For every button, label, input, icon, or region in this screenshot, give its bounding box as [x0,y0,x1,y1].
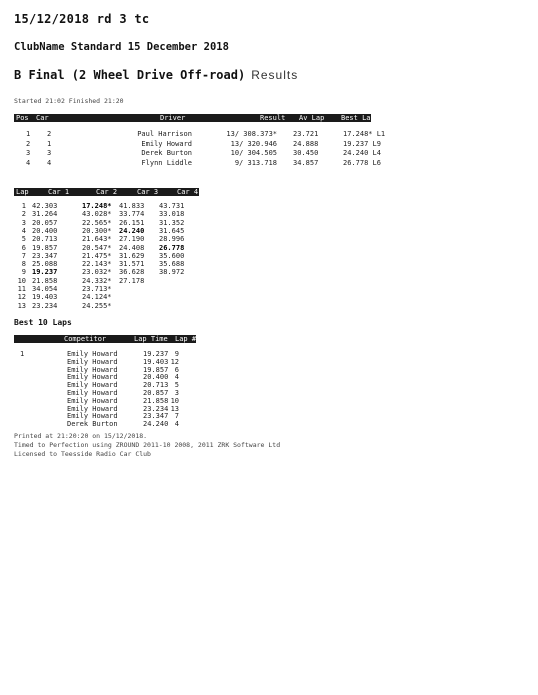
best-lap-number: 9 [174,350,179,358]
lap-time-car2: 21.643* [82,235,112,244]
best-col-lap-time: Lap Time [134,335,168,343]
results-driver: Emily Howard [141,139,192,148]
results-best-lap: 19.237 L9 [343,139,381,148]
lap-time-car3: 24.408 [119,243,145,252]
lap-time-car3: 36.628 [119,268,145,277]
results-car: 3 [47,149,52,157]
lap-time-car3: 33.774 [119,210,145,219]
best-lap-number: 13 [170,404,179,413]
best-lap-number: 4 [174,420,179,429]
lap-time-car4: 31.645 [159,226,185,235]
best-lap-time: 19.403 [143,357,169,366]
results-pos: 3 [26,149,31,157]
results-driver: Derek Burton [141,149,192,157]
best-lap-time: 20.713 [143,381,169,390]
final-title: B Final (2 Wheel Drive Off-road) [14,68,246,82]
lap-time-car4: 33.018 [159,210,185,219]
best-col-competitor: Competitor [64,335,107,343]
laps-col-car3: Car 3 [137,188,159,196]
lap-time-car1: 19.857 [32,243,58,252]
lap-time-car4: 31.352 [159,218,185,227]
lap-time-car2: 17.248* [82,202,112,210]
results-best-lap: 26.778 L6 [343,158,381,167]
best-lap-number: 7 [174,412,179,421]
best-lap-number: 5 [174,381,179,390]
lap-time-car1: 25.088 [32,260,58,269]
licensed-to: Licensed to Teesside Radio Car Club [14,450,151,458]
lap-time-car4: 38.972 [159,268,185,277]
best-lap-time: 19.237 [143,350,169,358]
results-car: 4 [47,158,52,167]
lap-time-car2: 43.028* [82,210,112,219]
results-result: 9/ 313.718 [234,158,277,167]
best-lap-competitor: Emily Howard [67,350,118,358]
lap-time-car3: 27.190 [119,235,145,244]
best-lap-competitor: Emily Howard [67,389,118,397]
results-word: Results [251,68,299,82]
lap-number: 13 [17,301,26,310]
best-lap-competitor: Emily Howard [67,396,118,405]
lap-time-car2: 20.300* [82,226,112,235]
lap-number: 8 [21,260,26,269]
lap-time-car3: 31.629 [119,251,145,260]
best-lap-time: 23.347 [143,412,169,421]
lap-time-car4: 35.600 [159,251,185,260]
best-lap-time: 23.234 [143,404,169,413]
lap-time-car4: 43.731 [159,202,185,210]
results-car: 1 [47,139,52,148]
best-lap-number: 3 [174,389,179,397]
results-result: 13/ 320.946 [230,139,277,148]
best-lap-competitor: Emily Howard [67,404,118,413]
best-laps-rank: 1 [20,350,25,358]
results-col-pos: Pos [16,114,29,122]
results-pos: 1 [26,130,31,138]
lap-time-car1: 21.858 [32,276,58,285]
lap-time-car3: 24.240 [119,226,145,235]
best-lap-time: 20.400 [143,373,169,382]
lap-number: 6 [21,243,26,252]
best-lap-competitor: Emily Howard [67,373,118,382]
best-lap-time: 19.857 [143,365,169,374]
best-lap-number: 12 [170,357,179,366]
lap-time-car2: 23.032* [82,268,112,277]
lap-number: 9 [21,268,26,277]
best-lap-number: 6 [174,365,179,374]
lap-time-car4: 26.778 [159,243,185,252]
results-result: 10/ 304.505 [230,149,277,157]
lap-number: 5 [21,235,26,244]
lap-time-car3: 31.571 [119,260,145,269]
results-best-lap: 17.248* L1 [343,130,386,138]
best-lap-competitor: Emily Howard [67,381,118,390]
lap-time-car3: 27.178 [119,276,145,285]
final-title-line [14,68,298,82]
results-pos: 4 [26,158,31,167]
results-col-car: Car [36,114,49,122]
results-result: 13/ 308.373* [226,130,277,138]
laps-header [14,188,199,196]
laps-col-lap: Lap [16,188,29,196]
results-col-best-lap: Best Lap [341,114,375,122]
lap-time-car2: 24.332* [82,276,112,285]
timed-to-perfection: Timed to Perfection using ZROUND 2011-10 2008, 2011 ZRK Software Ltd [14,441,281,449]
lap-time-car2: 20.547* [82,243,112,252]
lap-time-car2: 21.475* [82,251,112,260]
club-title: ClubName Standard 15 December 2018 [14,41,229,53]
printed-at: Printed at 21:20:20 on 15/12/2018. [14,432,148,440]
lap-time-car1: 19.403 [32,293,58,302]
best-col-lap-num: Lap # [175,335,197,343]
lap-number: 3 [21,218,26,227]
laps-col-car4: Car 4 [177,188,199,196]
results-driver: Paul Harrison [137,130,192,138]
results-col-result: Result [260,114,286,122]
best-lap-competitor: Derek Burton [67,420,118,429]
lap-time-car4: 35.688 [159,260,185,269]
results-car: 2 [47,130,52,138]
lap-time-car2: 23.713* [82,285,112,293]
lap-time-car1: 31.264 [32,210,58,219]
lap-time-car1: 20.057 [32,218,58,227]
lap-time-car1: 20.400 [32,226,58,235]
results-header [14,114,375,122]
results-pos: 2 [26,139,31,148]
lap-time-car1: 20.713 [32,235,58,244]
lap-number: 7 [21,251,26,260]
lap-time-car2: 22.143* [82,260,112,269]
started-finished: Started 21:02 Finished 21:20 [14,97,124,105]
results-av-lap: 34.857 [293,158,319,167]
lap-time-car1: 42.303 [32,202,58,210]
lap-time-car1: 23.347 [32,251,58,260]
lap-number: 4 [21,226,26,235]
best-lap-number: 10 [170,396,179,405]
lap-time-car2: 24.255* [82,301,112,310]
lap-number: 2 [21,210,26,219]
lap-time-car4: 28.996 [159,235,185,244]
best-lap-number: 4 [174,373,179,382]
best-laps-title: Best 10 Laps [14,318,72,327]
lap-time-car1: 34.054 [32,285,58,293]
best-lap-time: 21.858 [143,396,169,405]
laps-col-car2: Car 2 [96,188,118,196]
best-lap-competitor: Emily Howard [67,357,118,366]
lap-time-car1: 19.237 [32,268,58,277]
best-lap-competitor: Emily Howard [67,365,118,374]
results-col-av-lap: Av Lap [299,114,325,122]
results-col-driver: Driver [160,114,186,122]
lap-time-car3: 26.151 [119,218,145,227]
lap-time-car1: 23.234 [32,301,58,310]
lap-time-car2: 22.565* [82,218,112,227]
results-best-lap: 24.240 L4 [343,149,381,157]
lap-number: 11 [17,285,26,293]
race-date-round: 15/12/2018 rd 3 tc [14,12,150,26]
results-av-lap: 23.721 [293,130,319,138]
laps-col-car1: Car 1 [48,188,70,196]
lap-number: 12 [17,293,26,302]
best-laps-header [14,335,196,343]
results-driver: Flynn Liddle [141,158,192,167]
lap-number: 1 [21,202,26,210]
lap-time-car2: 24.124* [82,293,112,302]
best-lap-competitor: Emily Howard [67,412,118,421]
results-av-lap: 24.888 [293,139,319,148]
best-lap-time: 20.857 [143,389,169,397]
lap-number: 10 [17,276,26,285]
best-lap-time: 24.240 [143,420,169,429]
lap-time-car3: 41.833 [119,202,145,210]
results-av-lap: 30.450 [293,149,319,157]
